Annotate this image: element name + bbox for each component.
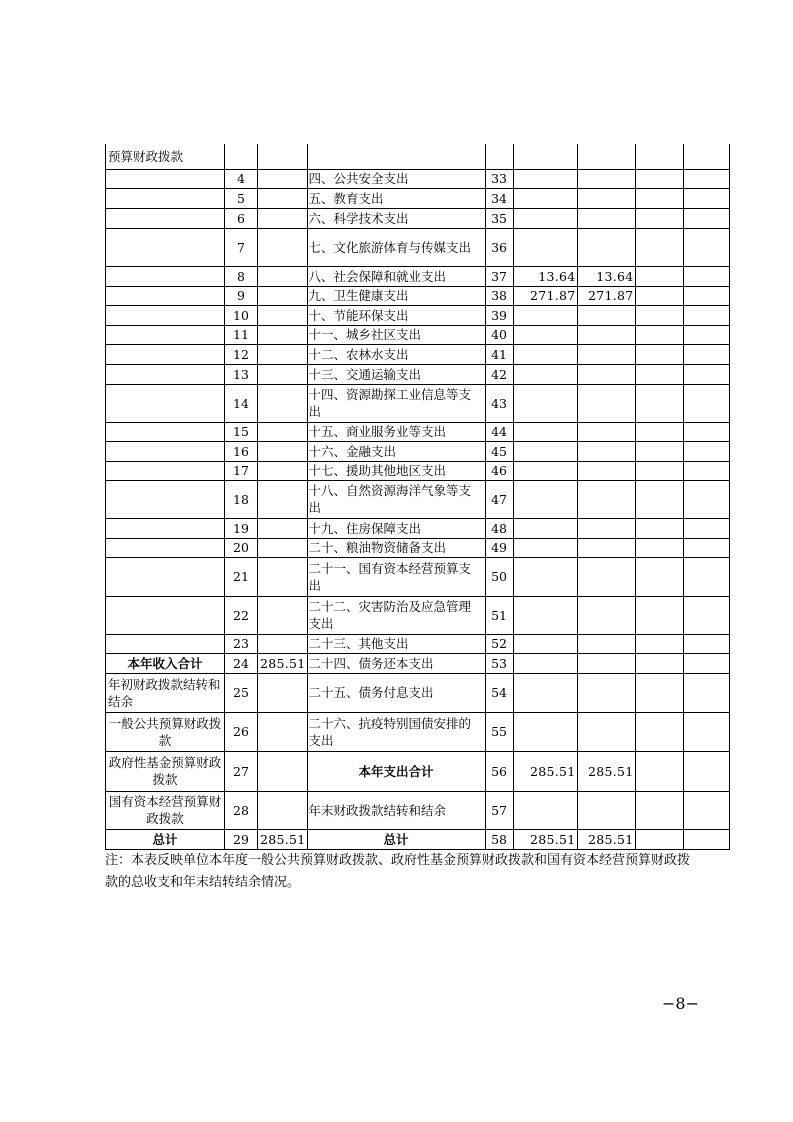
table-row — [106, 673, 730, 712]
expense-item-cell: 四、公共安全支出 — [307, 169, 485, 188]
state-capital-budget-cell — [683, 557, 729, 596]
expense-total-cell — [513, 673, 577, 712]
expense-total-cell: 13.64 — [513, 266, 577, 286]
table-row — [106, 441, 730, 461]
state-capital-budget-cell — [683, 286, 729, 305]
income-item-cell: 本年收入合计 — [106, 653, 225, 673]
state-capital-budget-cell — [683, 422, 729, 441]
fund-budget-cell — [635, 461, 683, 480]
income-item-cell: 总计 — [106, 829, 225, 849]
expense-line-cell: 56 — [485, 751, 513, 791]
income-amount-cell — [258, 344, 308, 364]
expense-line-cell: 38 — [485, 286, 513, 305]
expense-line-cell: 43 — [485, 384, 513, 422]
expense-total-cell — [513, 325, 577, 344]
expense-line-cell: 48 — [485, 518, 513, 538]
table-row — [106, 188, 730, 208]
income-line-cell: 29 — [225, 829, 258, 849]
fund-budget-cell — [635, 538, 683, 557]
fund-budget-cell — [635, 188, 683, 208]
general-budget-cell — [577, 673, 635, 712]
income-item-cell — [106, 461, 225, 480]
expense-line-cell: 36 — [485, 228, 513, 266]
income-amount-cell — [258, 325, 308, 344]
income-line-cell: 8 — [225, 266, 258, 286]
expense-item-cell: 二十二、灾害防治及应急管理支出 — [307, 596, 485, 634]
income-item-cell — [106, 596, 225, 634]
income-item-cell — [106, 169, 225, 188]
income-item-cell — [106, 441, 225, 461]
fund-budget-cell — [635, 305, 683, 325]
table-row — [106, 791, 730, 829]
fund-budget-cell — [635, 596, 683, 634]
expense-line-cell: 51 — [485, 596, 513, 634]
expense-line-cell: 57 — [485, 791, 513, 829]
fund-budget-cell — [635, 518, 683, 538]
expense-total-cell — [513, 634, 577, 653]
general-budget-cell — [577, 144, 635, 169]
state-capital-budget-cell — [683, 144, 729, 169]
state-capital-budget-cell — [683, 653, 729, 673]
income-line-cell: 12 — [225, 344, 258, 364]
fund-budget-cell — [635, 634, 683, 653]
expense-line-cell: 58 — [485, 829, 513, 849]
expense-total-cell: 285.51 — [513, 829, 577, 849]
expense-line-cell: 55 — [485, 712, 513, 751]
income-item-cell — [106, 518, 225, 538]
expense-item-cell: 二十六、抗疫特别国债安排的支出 — [307, 712, 485, 751]
page-number: −8− — [662, 994, 699, 1013]
expense-line-cell: 44 — [485, 422, 513, 441]
expense-item-cell: 总计 — [307, 829, 485, 849]
income-amount-cell: 285.51 — [258, 653, 308, 673]
expense-item-cell: 十四、资源勘探工业信息等支出 — [307, 384, 485, 422]
state-capital-budget-cell — [683, 188, 729, 208]
income-line-cell: 13 — [225, 364, 258, 384]
income-line-cell: 20 — [225, 538, 258, 557]
state-capital-budget-cell — [683, 596, 729, 634]
income-item-cell — [106, 286, 225, 305]
general-budget-cell: 13.64 — [577, 266, 635, 286]
table-row — [106, 208, 730, 228]
expense-item-cell: 十、节能环保支出 — [307, 305, 485, 325]
income-item-cell: 国有资本经营预算财政拨款 — [106, 791, 225, 829]
state-capital-budget-cell — [683, 228, 729, 266]
expense-total-cell — [513, 422, 577, 441]
income-item-cell — [106, 305, 225, 325]
table-row — [106, 228, 730, 266]
expense-item-cell: 本年支出合计 — [307, 751, 485, 791]
expense-item-cell: 二十四、债务还本支出 — [307, 653, 485, 673]
income-item-cell — [106, 557, 225, 596]
income-line-cell: 15 — [225, 422, 258, 441]
income-amount-cell — [258, 596, 308, 634]
income-amount-cell: 285.51 — [258, 829, 308, 849]
income-item-cell — [106, 208, 225, 228]
expense-item-cell: 八、社会保障和就业支出 — [307, 266, 485, 286]
general-budget-cell: 285.51 — [577, 751, 635, 791]
expense-total-cell — [513, 557, 577, 596]
table-row — [106, 557, 730, 596]
income-line-cell: 11 — [225, 325, 258, 344]
income-amount-cell — [258, 305, 308, 325]
state-capital-budget-cell — [683, 305, 729, 325]
fund-budget-cell — [635, 791, 683, 829]
expense-item-cell: 九、卫生健康支出 — [307, 286, 485, 305]
income-line-cell: 21 — [225, 557, 258, 596]
expense-item-cell: 七、文化旅游体育与传媒支出 — [307, 228, 485, 266]
income-amount-cell — [258, 673, 308, 712]
general-budget-cell — [577, 441, 635, 461]
state-capital-budget-cell — [683, 169, 729, 188]
income-amount-cell — [258, 228, 308, 266]
table-row — [106, 634, 730, 653]
state-capital-budget-cell — [683, 441, 729, 461]
general-budget-cell — [577, 518, 635, 538]
table-row — [106, 538, 730, 557]
expense-total-cell — [513, 538, 577, 557]
table-row — [106, 384, 730, 422]
expense-item-cell: 十五、商业服务业等支出 — [307, 422, 485, 441]
expense-total-cell — [513, 344, 577, 364]
income-amount-cell — [258, 441, 308, 461]
general-budget-cell — [577, 364, 635, 384]
fund-budget-cell — [635, 384, 683, 422]
general-budget-cell — [577, 169, 635, 188]
general-budget-cell — [577, 305, 635, 325]
expense-total-cell — [513, 228, 577, 266]
income-amount-cell — [258, 634, 308, 653]
income-line-cell: 6 — [225, 208, 258, 228]
expense-line-cell: 40 — [485, 325, 513, 344]
expense-item-cell: 十八、自然资源海洋气象等支出 — [307, 480, 485, 518]
fund-budget-cell — [635, 673, 683, 712]
general-budget-cell — [577, 653, 635, 673]
expense-total-cell — [513, 208, 577, 228]
income-item-cell — [106, 325, 225, 344]
table-row — [106, 169, 730, 188]
expense-line-cell: 54 — [485, 673, 513, 712]
state-capital-budget-cell — [683, 266, 729, 286]
income-item-cell — [106, 422, 225, 441]
expense-item-cell: 六、科学技术支出 — [307, 208, 485, 228]
general-budget-cell — [577, 596, 635, 634]
expense-line-cell: 37 — [485, 266, 513, 286]
income-amount-cell — [258, 712, 308, 751]
expense-line-cell: 53 — [485, 653, 513, 673]
general-budget-cell — [577, 461, 635, 480]
income-item-cell: 预算财政拨款 — [106, 144, 225, 169]
income-line-cell: 4 — [225, 169, 258, 188]
state-capital-budget-cell — [683, 791, 729, 829]
fund-budget-cell — [635, 422, 683, 441]
income-line-cell: 5 — [225, 188, 258, 208]
general-budget-cell — [577, 188, 635, 208]
general-budget-cell — [577, 634, 635, 653]
fund-budget-cell — [635, 169, 683, 188]
fund-budget-cell — [635, 557, 683, 596]
fund-budget-cell — [635, 144, 683, 169]
income-amount-cell — [258, 751, 308, 791]
expense-item-cell: 二十五、债务付息支出 — [307, 673, 485, 712]
income-line-cell: 9 — [225, 286, 258, 305]
income-item-cell — [106, 188, 225, 208]
income-amount-cell — [258, 422, 308, 441]
income-amount-cell — [258, 791, 308, 829]
table-row — [106, 596, 730, 634]
state-capital-budget-cell — [683, 518, 729, 538]
income-amount-cell — [258, 208, 308, 228]
income-line-cell: 27 — [225, 751, 258, 791]
fund-budget-cell — [635, 751, 683, 791]
expense-line-cell: 49 — [485, 538, 513, 557]
income-item-cell: 年初财政拨款结转和结余 — [106, 673, 225, 712]
fund-budget-cell — [635, 712, 683, 751]
general-budget-cell — [577, 344, 635, 364]
expense-item-cell: 十九、住房保障支出 — [307, 518, 485, 538]
expense-item-cell — [307, 144, 485, 169]
table-row — [106, 266, 730, 286]
expense-total-cell — [513, 596, 577, 634]
income-amount-cell — [258, 188, 308, 208]
state-capital-budget-cell — [683, 384, 729, 422]
table-row — [106, 422, 730, 441]
income-item-cell: 政府性基金预算财政拨款 — [106, 751, 225, 791]
state-capital-budget-cell — [683, 480, 729, 518]
income-item-cell — [106, 364, 225, 384]
income-line-cell: 7 — [225, 228, 258, 266]
fund-budget-cell — [635, 286, 683, 305]
income-line-cell: 10 — [225, 305, 258, 325]
table-row — [106, 461, 730, 480]
income-item-cell — [106, 480, 225, 518]
income-item-cell — [106, 344, 225, 364]
expense-line-cell: 50 — [485, 557, 513, 596]
expense-item-cell: 五、教育支出 — [307, 188, 485, 208]
income-line-cell: 16 — [225, 441, 258, 461]
table-row — [106, 286, 730, 305]
income-amount-cell — [258, 557, 308, 596]
income-amount-cell — [258, 384, 308, 422]
income-line-cell: 22 — [225, 596, 258, 634]
expense-line-cell: 35 — [485, 208, 513, 228]
state-capital-budget-cell — [683, 208, 729, 228]
fund-budget-cell — [635, 344, 683, 364]
expense-total-cell: 285.51 — [513, 751, 577, 791]
income-line-cell: 24 — [225, 653, 258, 673]
income-line-cell: 23 — [225, 634, 258, 653]
income-line-cell — [225, 144, 258, 169]
expense-line-cell: 42 — [485, 364, 513, 384]
expense-total-cell — [513, 441, 577, 461]
general-budget-cell — [577, 712, 635, 751]
table-row — [106, 325, 730, 344]
expense-total-cell — [513, 791, 577, 829]
expense-total-cell — [513, 712, 577, 751]
table-row — [106, 518, 730, 538]
expense-total-cell — [513, 364, 577, 384]
table-row — [106, 144, 730, 169]
expense-item-cell: 十七、援助其他地区支出 — [307, 461, 485, 480]
income-item-cell: 一般公共预算财政拨款 — [106, 712, 225, 751]
income-line-cell: 28 — [225, 791, 258, 829]
income-amount-cell — [258, 266, 308, 286]
income-item-cell — [106, 634, 225, 653]
income-amount-cell — [258, 169, 308, 188]
table-row — [106, 364, 730, 384]
table-note: 注：本表反映单位本年度一般公共预算财政拨款、政府性基金预算财政拨款和国有资本经营预算财政拨款的总收支和年末结转结余情况。 — [105, 853, 691, 890]
table-row — [106, 305, 730, 325]
expense-line-cell: 39 — [485, 305, 513, 325]
state-capital-budget-cell — [683, 538, 729, 557]
income-line-cell: 19 — [225, 518, 258, 538]
expense-item-cell: 二十一、国有资本经营预算支出 — [307, 557, 485, 596]
expense-item-cell: 十六、金融支出 — [307, 441, 485, 461]
fund-budget-cell — [635, 364, 683, 384]
income-item-cell — [106, 538, 225, 557]
expense-line-cell: 45 — [485, 441, 513, 461]
table-row — [106, 751, 730, 791]
income-amount-cell — [258, 286, 308, 305]
state-capital-budget-cell — [683, 673, 729, 712]
expense-total-cell — [513, 461, 577, 480]
income-item-cell — [106, 266, 225, 286]
expense-total-cell — [513, 653, 577, 673]
expense-item-cell: 年末财政拨款结转和结余 — [307, 791, 485, 829]
state-capital-budget-cell — [683, 344, 729, 364]
income-line-cell: 14 — [225, 384, 258, 422]
income-line-cell: 26 — [225, 712, 258, 751]
general-budget-cell — [577, 557, 635, 596]
expense-item-cell: 十三、交通运输支出 — [307, 364, 485, 384]
income-amount-cell — [258, 538, 308, 557]
state-capital-budget-cell — [683, 461, 729, 480]
general-budget-cell — [577, 422, 635, 441]
expense-line-cell: 46 — [485, 461, 513, 480]
fund-budget-cell — [635, 208, 683, 228]
table-row — [106, 344, 730, 364]
income-item-cell — [106, 228, 225, 266]
state-capital-budget-cell — [683, 712, 729, 751]
expense-item-cell: 二十三、其他支出 — [307, 634, 485, 653]
general-budget-cell — [577, 480, 635, 518]
general-budget-cell — [577, 208, 635, 228]
fund-budget-cell — [635, 228, 683, 266]
income-line-cell: 17 — [225, 461, 258, 480]
income-amount-cell — [258, 144, 308, 169]
income-item-cell — [106, 384, 225, 422]
state-capital-budget-cell — [683, 751, 729, 791]
income-amount-cell — [258, 364, 308, 384]
fiscal-appropriation-table — [105, 144, 730, 850]
expense-total-cell — [513, 480, 577, 518]
general-budget-cell — [577, 384, 635, 422]
income-amount-cell — [258, 518, 308, 538]
expense-item-cell: 十一、城乡社区支出 — [307, 325, 485, 344]
income-amount-cell — [258, 480, 308, 518]
income-line-cell: 25 — [225, 673, 258, 712]
expense-item-cell: 二十、粮油物资储备支出 — [307, 538, 485, 557]
fund-budget-cell — [635, 441, 683, 461]
state-capital-budget-cell — [683, 634, 729, 653]
fund-budget-cell — [635, 480, 683, 518]
expense-total-cell — [513, 188, 577, 208]
general-budget-cell — [577, 228, 635, 266]
expense-line-cell: 47 — [485, 480, 513, 518]
income-line-cell: 18 — [225, 480, 258, 518]
state-capital-budget-cell — [683, 325, 729, 344]
fund-budget-cell — [635, 325, 683, 344]
expense-line-cell: 52 — [485, 634, 513, 653]
expense-total-cell — [513, 144, 577, 169]
general-budget-cell — [577, 325, 635, 344]
expense-total-cell — [513, 169, 577, 188]
table-body — [106, 144, 730, 849]
general-budget-cell: 271.87 — [577, 286, 635, 305]
table-row — [106, 480, 730, 518]
general-budget-cell — [577, 538, 635, 557]
income-amount-cell — [258, 461, 308, 480]
expense-line-cell: 34 — [485, 188, 513, 208]
expense-total-cell — [513, 518, 577, 538]
general-budget-cell: 285.51 — [577, 829, 635, 849]
state-capital-budget-cell — [683, 364, 729, 384]
fund-budget-cell — [635, 829, 683, 849]
expense-line-cell: 33 — [485, 169, 513, 188]
expense-total-cell — [513, 305, 577, 325]
expense-item-cell: 十二、农林水支出 — [307, 344, 485, 364]
general-budget-cell — [577, 791, 635, 829]
fund-budget-cell — [635, 266, 683, 286]
expense-line-cell: 41 — [485, 344, 513, 364]
expense-line-cell — [485, 144, 513, 169]
table-row — [106, 712, 730, 751]
expense-total-cell: 271.87 — [513, 286, 577, 305]
table-row — [106, 653, 730, 673]
table-row — [106, 829, 730, 849]
expense-total-cell — [513, 384, 577, 422]
fund-budget-cell — [635, 653, 683, 673]
state-capital-budget-cell — [683, 829, 729, 849]
